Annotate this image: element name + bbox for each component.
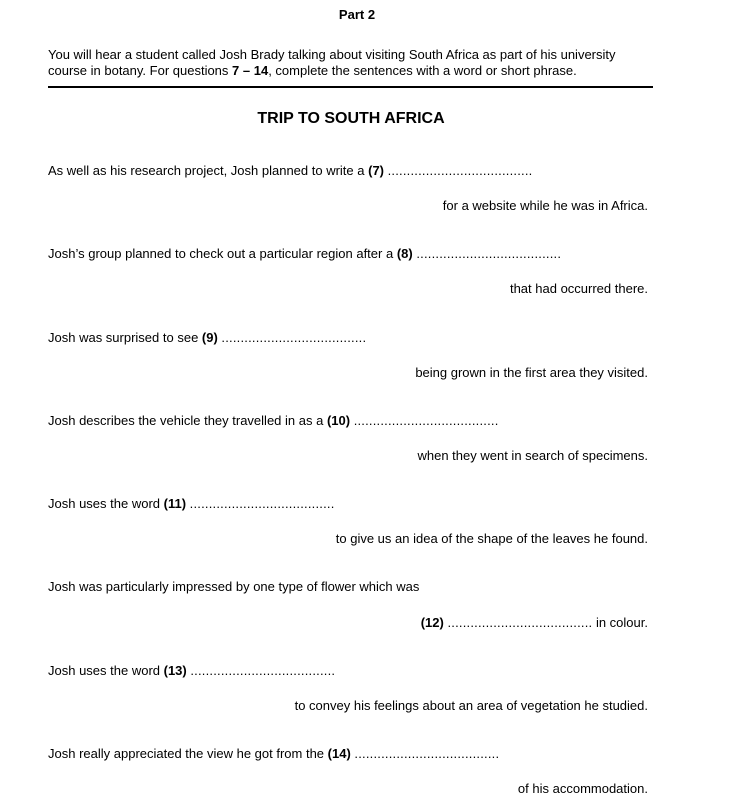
question-7-continuation: for a website while he was in Africa. [442,198,648,213]
question-8-continuation: that had occurred there. [509,281,648,296]
instructions-line-1: You will hear a student called Josh Brady talking about visiting South Africa as part of his university [48,47,616,62]
instructions [48,47,668,79]
question-12-line: Josh was particularly impressed by one type of flower which was [48,579,420,594]
question-9-line [48,330,366,345]
section-heading: TRIP TO SOUTH AFRICA [257,110,445,127]
question-range: 7 – 14 [232,63,269,78]
question-7-blank[interactable]: ...................................... [387,163,533,178]
question-7-line [48,163,532,178]
question-9-number: (9) [201,330,218,345]
question-8-text: Josh’s group planned to check out a particular region after a [48,246,397,261]
question-14-number: (14) [327,746,351,761]
question-14-line [48,746,499,761]
divider-rule [48,86,653,88]
question-14-blank[interactable]: ...................................... [354,746,500,761]
question-11-continuation: to give us an idea of the shape of the leaves he found. [335,531,648,546]
question-12-blank[interactable]: ...................................... [447,615,593,630]
question-8-line [48,246,561,261]
question-12-continuation [421,615,648,630]
question-10-text: Josh describes the vehicle they travelled in as a [48,413,327,428]
question-13-number: (13) [163,663,187,678]
question-9-continuation: being grown in the first area they visited. [415,365,648,380]
question-11-line [48,496,335,511]
question-10-line [48,413,499,428]
question-13-line [48,663,335,678]
question-14-text: Josh really appreciated the view he got from the [48,746,328,761]
question-13-blank[interactable]: ...................................... [190,663,336,678]
question-8-blank[interactable]: ...................................... [416,246,562,261]
question-9-text: Josh was surprised to see [48,330,202,345]
question-9-blank[interactable]: ...................................... [221,330,367,345]
question-11-blank[interactable]: ...................................... [189,496,335,511]
instructions-line-2b: , complete the sentences with a word or short phrase. [268,63,577,78]
question-14-continuation: of his accommodation. [517,781,648,796]
part-title: Part 2 [338,7,376,22]
question-7-text: As well as his research project, Josh planned to write a [48,163,369,178]
question-11-number: (11) [163,496,187,511]
question-13-text: Josh uses the word [48,663,164,678]
question-10-continuation: when they went in search of specimens. [417,448,648,463]
instructions-line-2a: course in botany. For questions [48,63,233,78]
question-12-text-after: in colour. [595,615,648,630]
question-7-number: (7) [368,163,384,178]
question-10-blank[interactable]: ...................................... [353,413,499,428]
question-8-number: (8) [396,246,413,261]
question-12-number: (12) [420,615,444,630]
question-10-number: (10) [326,413,351,428]
question-11-text: Josh uses the word [48,496,164,511]
question-13-continuation: to convey his feelings about an area of vegetation he studied. [294,698,648,713]
